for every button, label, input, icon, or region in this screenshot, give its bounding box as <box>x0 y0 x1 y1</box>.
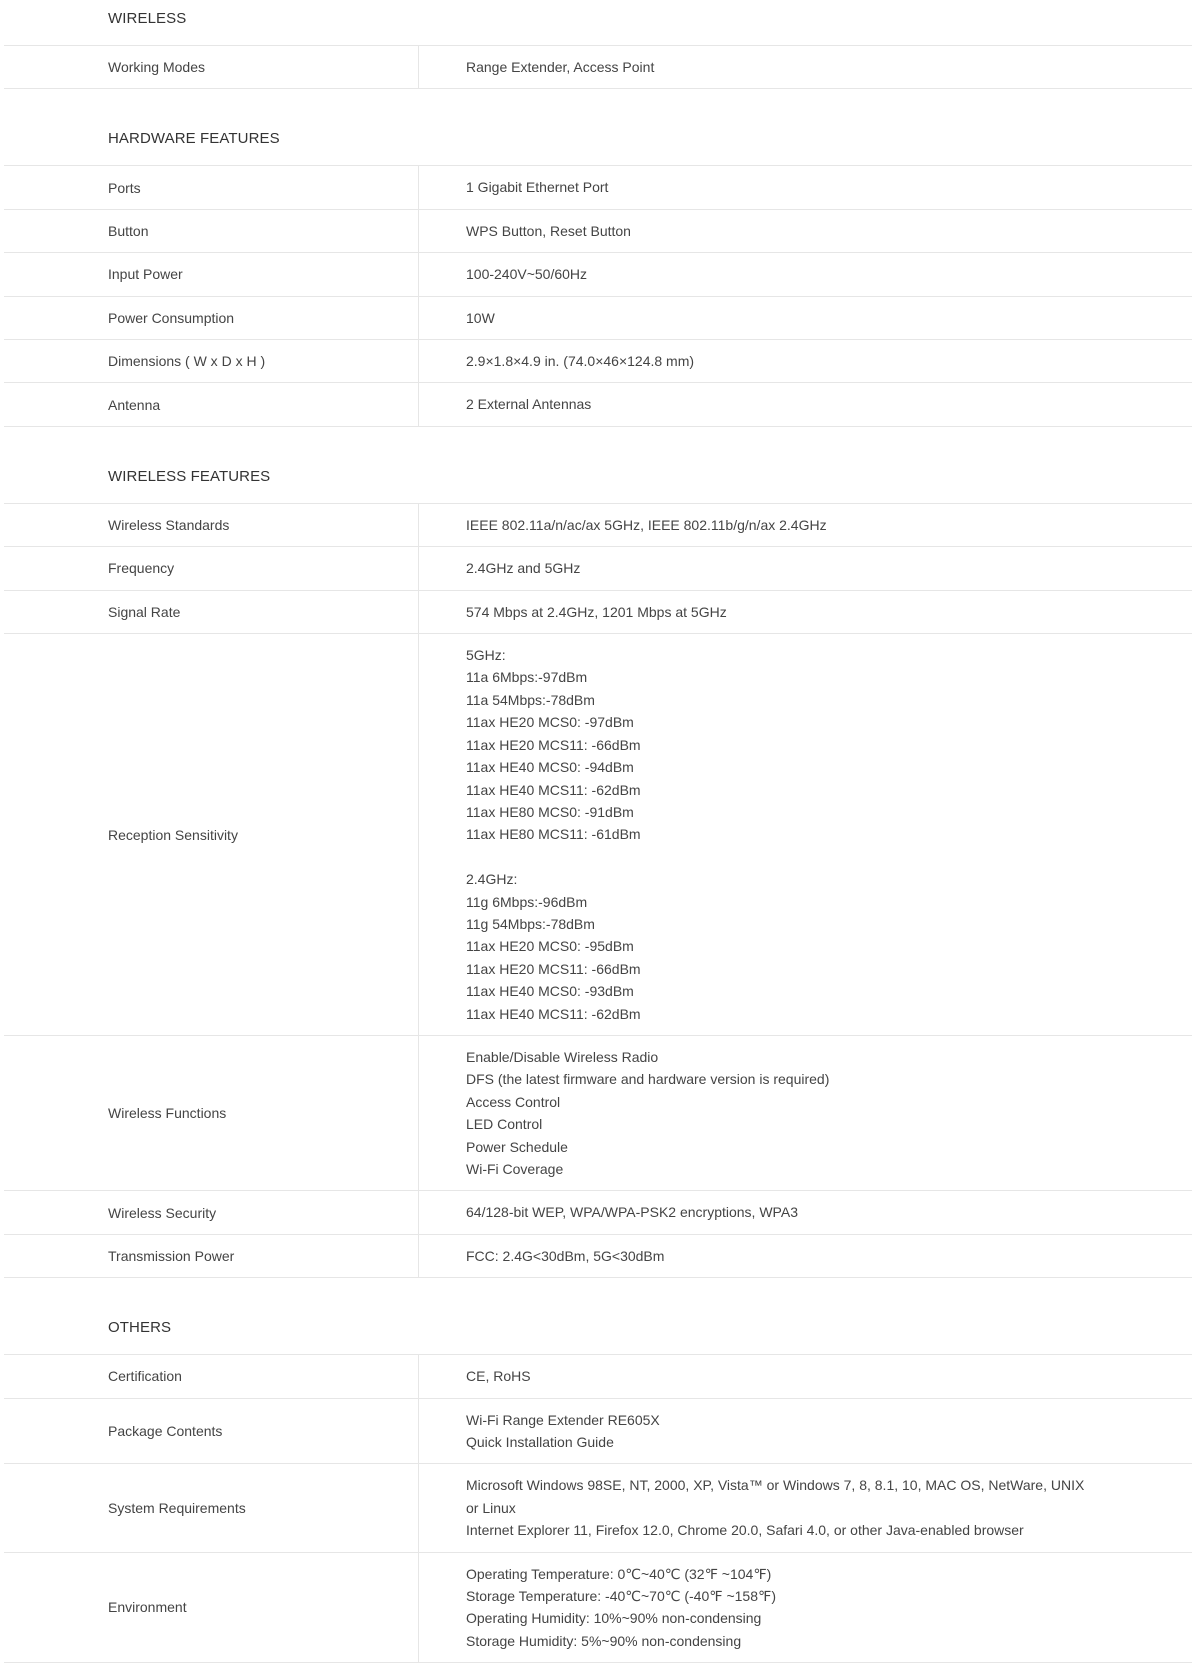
spec-value <box>419 383 1192 425</box>
spec-value <box>419 1399 1192 1464</box>
spec-label: Wireless Standards <box>4 504 419 546</box>
spec-value <box>419 547 1192 589</box>
spec-row <box>4 591 1192 634</box>
spec-value <box>419 1191 1192 1233</box>
spec-value-line: 11ax HE20 MCS0: -97dBm <box>466 714 634 731</box>
spec-value-line: 5GHz: <box>466 647 506 664</box>
spec-value <box>419 46 1192 88</box>
spec-value-line: Power Schedule <box>466 1138 568 1155</box>
section-title: WIRELESS FEATURES <box>108 467 271 485</box>
spec-label: Dimensions ( W x D x H ) <box>4 340 419 382</box>
spec-row <box>4 166 1192 209</box>
spec-value-line: IEEE 802.11a/n/ac/ax 5GHz, IEEE 802.11b/g/n/ax 2.4GHz <box>466 516 827 533</box>
spec-label: Signal Rate <box>4 591 419 633</box>
spec-row <box>4 504 1192 547</box>
spec-value-line: LED Control <box>466 1116 543 1133</box>
spec-label: Ports <box>4 166 419 208</box>
spec-value-line: Storage Temperature: -40℃~70℃ (-40℉ ~158℉) <box>466 1588 776 1605</box>
spec-label: Package Contents <box>4 1399 419 1464</box>
spec-value-line: Access Control <box>466 1093 561 1110</box>
spec-label: Power Consumption <box>4 297 419 339</box>
spec-row <box>4 383 1192 426</box>
spec-value-line: Internet Explorer 11, Firefox 12.0, Chrome 20.0, Safari 4.0, or other Java-enabled browser <box>466 1522 1024 1539</box>
spec-value-line: 11ax HE20 MCS0: -95dBm <box>466 938 634 955</box>
spec-value <box>419 1235 1192 1277</box>
spec-value-line: WPS Button, Reset Button <box>466 222 631 239</box>
spec-label: Environment <box>4 1553 419 1663</box>
spec-value-line: 11ax HE80 MCS0: -91dBm <box>466 803 634 820</box>
spec-value-line <box>466 846 1192 868</box>
spec-value-line: 11ax HE40 MCS11: -62dBm <box>466 1005 641 1022</box>
spec-row <box>4 1235 1192 1278</box>
spec-value <box>419 210 1192 252</box>
spec-value-line: or Linux <box>466 1499 516 1516</box>
spec-value <box>419 166 1192 208</box>
spec-label: Wireless Security <box>4 1191 419 1233</box>
spec-label: Working Modes <box>4 46 419 88</box>
spec-value-line: Enable/Disable Wireless Radio <box>466 1048 659 1065</box>
spec-value-line: 2.4GHz: <box>466 871 518 888</box>
spec-label: Button <box>4 210 419 252</box>
spec-section <box>0 1319 1200 1663</box>
spec-value-line: 11ax HE20 MCS11: -66dBm <box>466 960 641 977</box>
spec-value-line: 11ax HE80 MCS11: -61dBm <box>466 826 641 843</box>
section-gap <box>0 89 1200 130</box>
spec-value-line: 2.4GHz and 5GHz <box>466 560 581 577</box>
spec-value-line: Operating Temperature: 0℃~40℃ (32℉ ~104℉) <box>466 1565 772 1582</box>
spec-value-line: 11a 54Mbps:-78dBm <box>466 691 595 708</box>
spec-value <box>419 1355 1192 1397</box>
spec-section <box>0 10 1200 89</box>
spec-label: Certification <box>4 1355 419 1397</box>
spec-table <box>4 503 1192 1278</box>
spec-row <box>4 1036 1192 1191</box>
spec-row <box>4 1355 1192 1398</box>
spec-value <box>419 1553 1192 1663</box>
spec-value <box>419 591 1192 633</box>
spec-value-line: 2 External Antennas <box>466 396 592 413</box>
spec-value-line: DFS (the latest firmware and hardware version is required) <box>466 1071 830 1088</box>
spec-value-line: Microsoft Windows 98SE, NT, 2000, XP, Vista™ or Windows 7, 8, 8.1, 10, MAC OS, NetWare, UNIX <box>466 1477 1085 1494</box>
spec-value-line: 574 Mbps at 2.4GHz, 1201 Mbps at 5GHz <box>466 603 727 620</box>
spec-label: Reception Sensitivity <box>4 634 419 1035</box>
spec-value-line: 2.9×1.8×4.9 in. (74.0×46×124.8 mm) <box>466 353 695 370</box>
spec-value <box>419 297 1192 339</box>
spec-row <box>4 46 1192 89</box>
spec-row <box>4 340 1192 383</box>
spec-value-line: Range Extender, Access Point <box>466 59 655 75</box>
spec-row <box>4 1399 1192 1465</box>
spec-value-line: 11ax HE40 MCS11: -62dBm <box>466 781 641 798</box>
spec-row <box>4 1553 1192 1663</box>
spec-value-line: 11ax HE40 MCS0: -93dBm <box>466 983 634 1000</box>
section-gap <box>0 427 1200 468</box>
spec-section <box>0 468 1200 1278</box>
spec-value <box>419 1464 1192 1551</box>
spec-label: Wireless Functions <box>4 1036 419 1190</box>
spec-value-line: Wi-Fi Range Extender RE605X <box>466 1411 660 1428</box>
spec-value-line: 100-240V~50/60Hz <box>466 266 588 283</box>
spec-value <box>419 634 1192 1035</box>
spec-label: Antenna <box>4 383 419 425</box>
spec-row <box>4 253 1192 296</box>
spec-label: Frequency <box>4 547 419 589</box>
spec-value-line: Storage Humidity: 5%~90% non-condensing <box>466 1632 742 1649</box>
spec-row <box>4 634 1192 1036</box>
spec-label: Transmission Power <box>4 1235 419 1277</box>
spec-value <box>419 253 1192 295</box>
spec-value-line: FCC: 2.4G<30dBm, 5G<30dBm <box>466 1247 665 1264</box>
spec-value-line: 64/128-bit WEP, WPA/WPA-PSK2 encryptions, WPA3 <box>466 1204 798 1221</box>
spec-table <box>4 1354 1192 1663</box>
spec-row <box>4 1191 1192 1234</box>
spec-label: Input Power <box>4 253 419 295</box>
spec-value-line: Quick Installation Guide <box>466 1434 614 1451</box>
spec-value-line: 1 Gigabit Ethernet Port <box>466 179 609 196</box>
spec-label: System Requirements <box>4 1464 419 1551</box>
spec-value-line: 11a 6Mbps:-97dBm <box>466 669 588 686</box>
spec-section <box>0 130 1200 426</box>
spec-value-line: 11g 6Mbps:-96dBm <box>466 893 588 910</box>
spec-value <box>419 504 1192 546</box>
spec-table <box>4 45 1192 89</box>
spec-row <box>4 547 1192 590</box>
spec-value-line: Wi-Fi Coverage <box>466 1160 564 1177</box>
spec-value-line: 11ax HE40 MCS0: -94dBm <box>466 759 634 776</box>
spec-value-line: 11g 54Mbps:-78dBm <box>466 915 595 932</box>
section-title: WIRELESS <box>108 10 187 27</box>
spec-value-line: 11ax HE20 MCS11: -66dBm <box>466 736 641 753</box>
spec-value-line: 10W <box>466 309 495 326</box>
spec-table <box>4 165 1192 426</box>
spec-value <box>419 1036 1192 1190</box>
spec-value-line: CE, RoHS <box>466 1368 531 1385</box>
spec-row <box>4 297 1192 340</box>
section-title: OTHERS <box>108 1319 172 1337</box>
spec-value <box>419 340 1192 382</box>
section-title: HARDWARE FEATURES <box>108 130 280 148</box>
section-gap <box>0 1278 1200 1319</box>
spec-row <box>4 210 1192 253</box>
spec-row <box>4 1464 1192 1552</box>
spec-value-line: Operating Humidity: 10%~90% non-condensing <box>466 1610 762 1627</box>
